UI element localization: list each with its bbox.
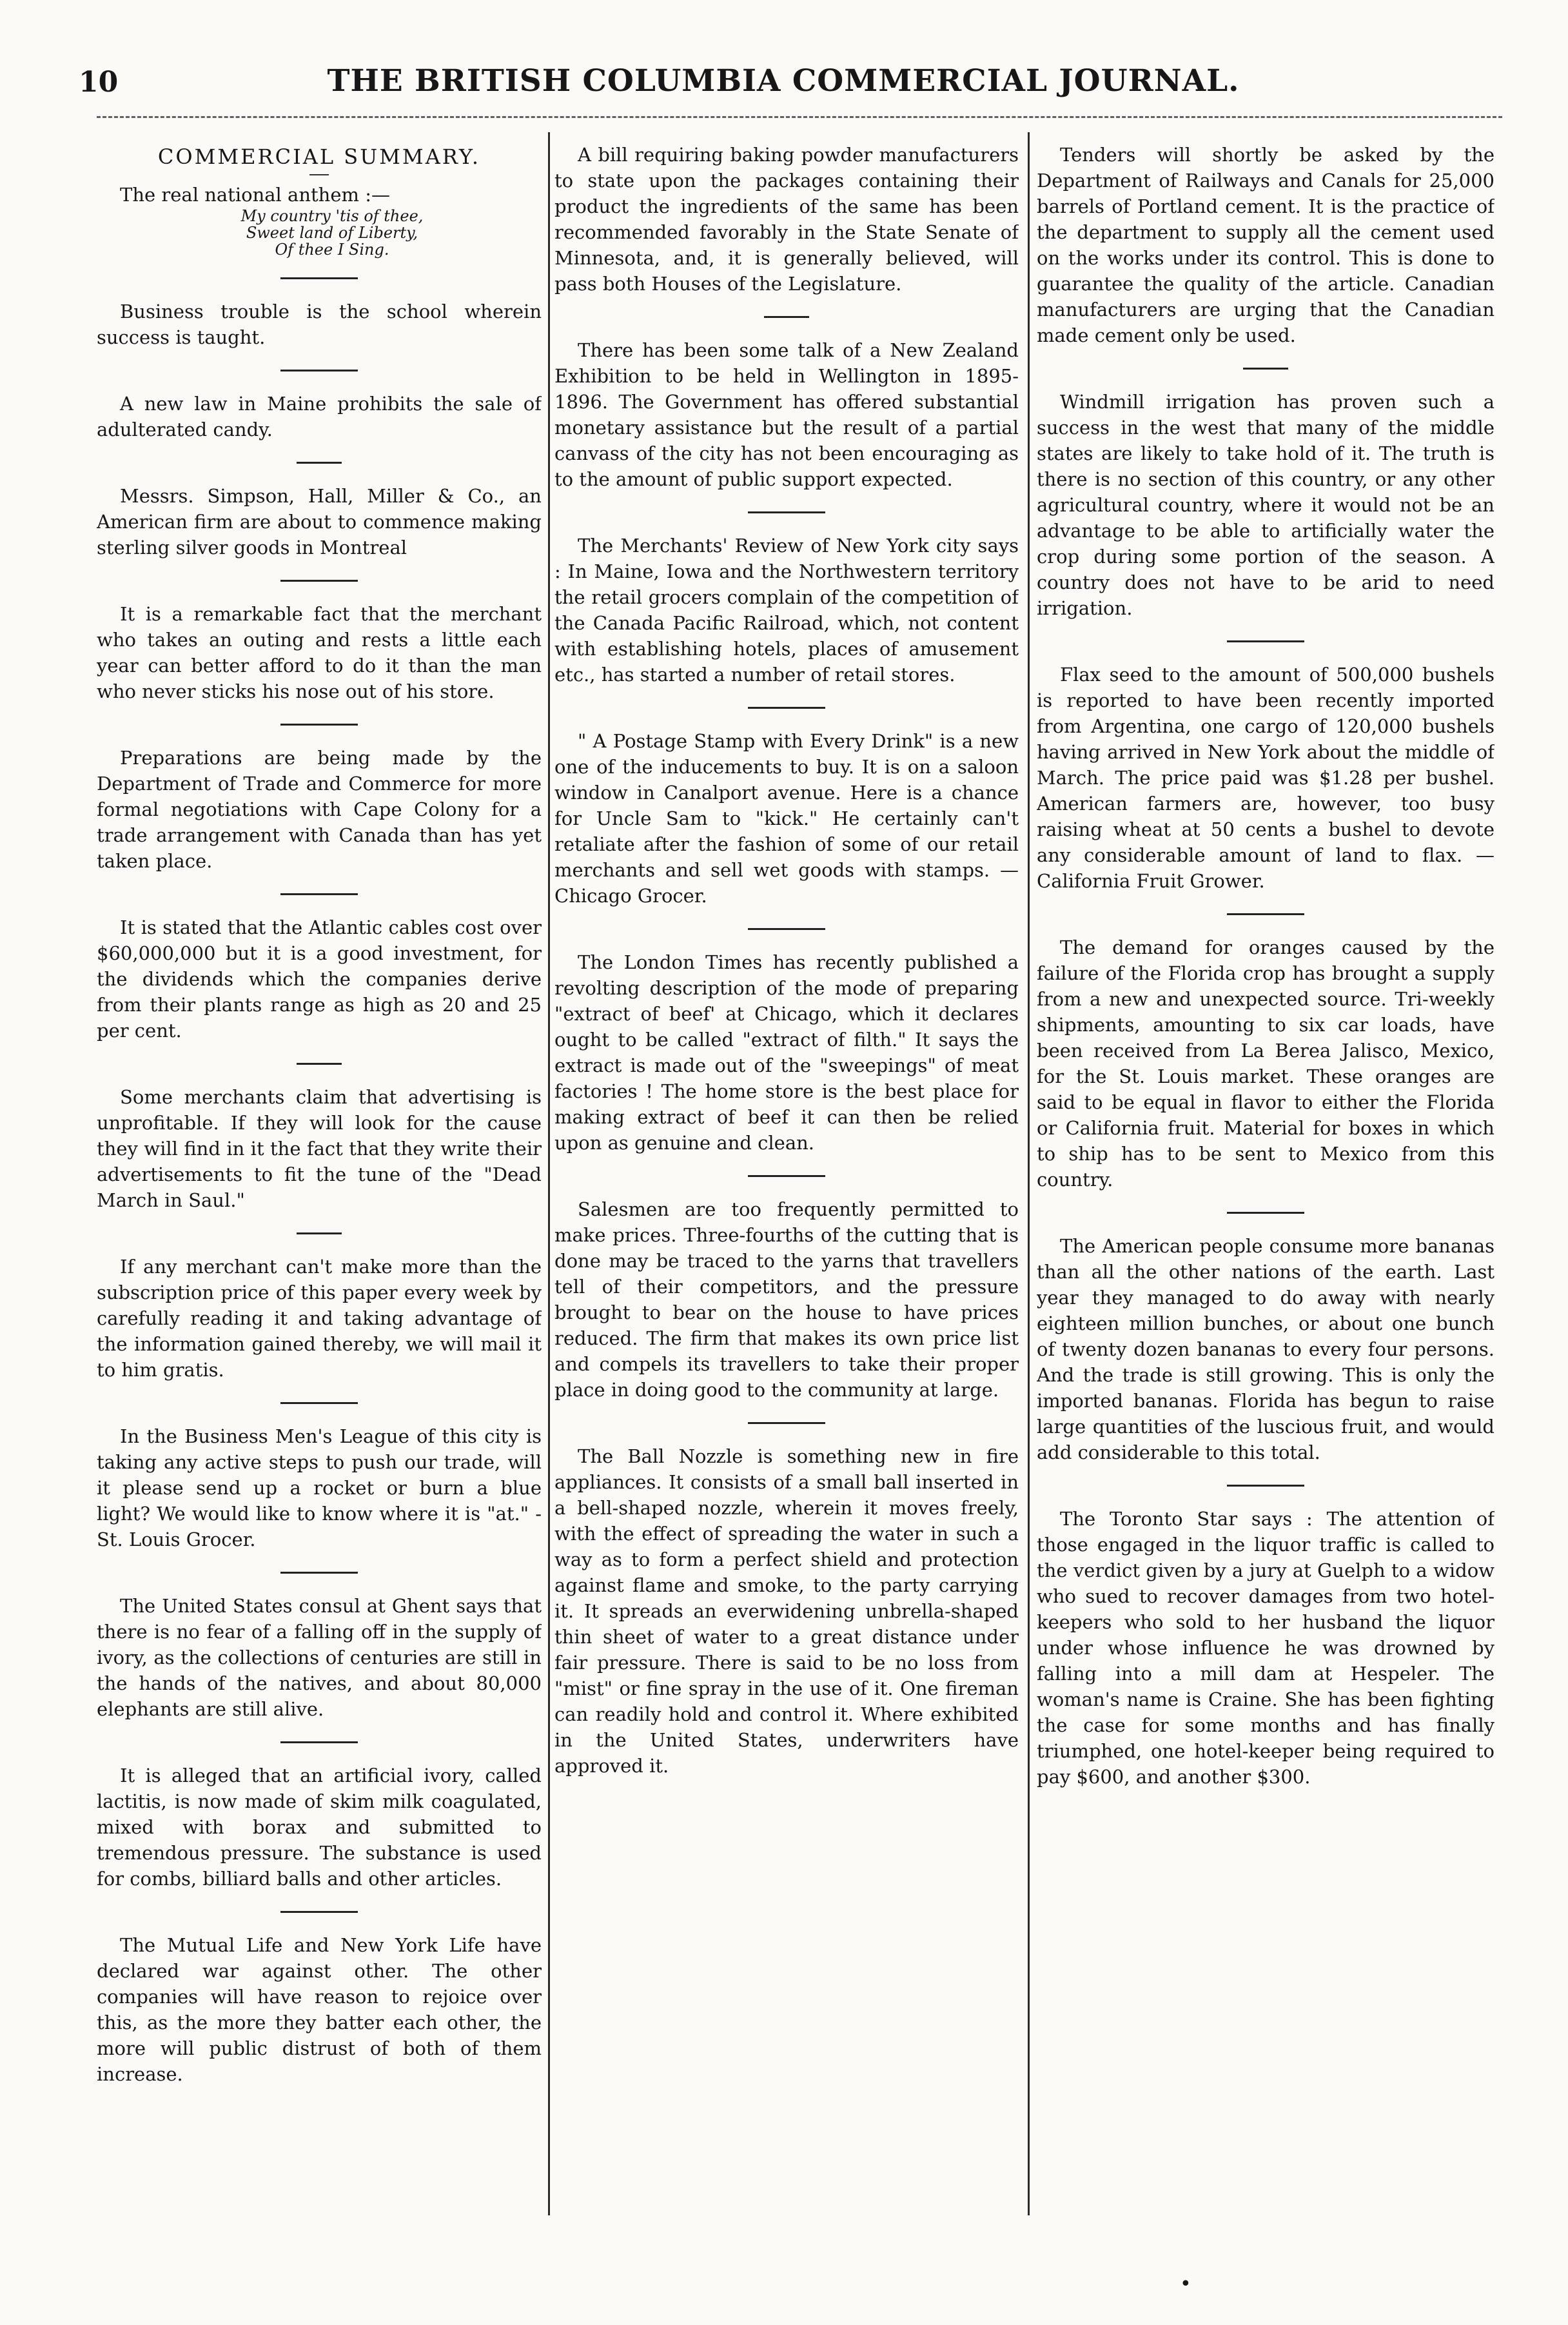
column-2 (554, 142, 1019, 2231)
article-life-insurance: The Mutual Life and New York Life have declared war against other. The other companies will have reason to rejoice over this, as the more they batter each other, the more will public distrust of both of them increase. (97, 1934, 542, 2085)
verse-line: Sweet land of Liberty, (246, 224, 418, 242)
column-1 (97, 142, 542, 2231)
column-divider-2 (1028, 132, 1030, 2215)
verse-line: Of thee I Sing. (275, 241, 389, 259)
article-merchants-review: The Merchants' Review of New York city says : In Maine, Iowa and the Northwestern territory the retail grocers complain of the competition of the Canada Pacific Railroad, which, not content with establishing hotels, places of amusement etc., has started a number of retail stores. (554, 535, 1019, 686)
article-separator (280, 277, 358, 279)
article-windmill-irrigation: Windmill irrigation has proven such a success in the west that many of the middle states are likely to take hold of it. The truth is there is no section of this country, or any other agricultural country, where it would not be an advantage to be able to artificially water the crop during some portion of the season. A country does not have to be arid to need irrigation. (1037, 391, 1494, 619)
article-separator (748, 511, 825, 513)
article-maine-candy: A new law in Maine prohibits the sale of adulterated candy. (97, 393, 542, 440)
article-ball-nozzle: The Ball Nozzle is something new in fire appliances. It consists of a small ball inserted in a bell-shaped nozzle, wherein it moves freely, with the effect of spreading the water in such a way as to form a perfect shield and protection against flame and smoke, to the party carrying it. It spreads an everwidening unbrella-shaped thin sheet of water to a great distance under fair pressure. There is said to be no loss from "mist" or fine spray in the use of it. One fireman can readily hold and control it. Where exhibited in the United States, underwriters have approved it. (554, 1445, 1019, 1777)
article-separator (280, 1572, 358, 1574)
article-anthem: The real national anthem :— (120, 184, 390, 206)
article-separator (1227, 913, 1304, 915)
article-advertising: Some merchants claim that advertising is unprofitable. If they will look for the cause they will find in it the fact that they write their advertisements to fit the tune of the "Dead March in Saul." (97, 1086, 542, 1211)
article-separator (748, 1175, 825, 1177)
article-separator (297, 462, 342, 464)
article-separator (280, 370, 358, 371)
article-merchant-outing: It is a remarkable fact that the merchant who takes an outing and rests a little each year can better afford to do it than the man who never sticks his nose out of his store. (97, 603, 542, 702)
article-subscription: If any merchant can't make more than the subscription price of this paper every week by carefully reading it and taking advantage of the information gained thereby, we will mail it to him gratis. (97, 1256, 542, 1381)
article-artificial-ivory: It is alleged that an artificial ivory, called lactitis, is now made of skim milk coagulated, mixed with borax and submitted to tremendous pressure. The substance is used for combs, billiard balls and other articles. (97, 1765, 542, 1890)
article-separator (748, 1422, 825, 1424)
article-separator (280, 724, 358, 726)
article-oranges: The demand for oranges caused by the failure of the Florida crop has brought a supply from a new and unexpected source. Tri-weekly shipments, amounting to six car loads, have been received from La Berea Jalisco, Mexico, for the St. Louis market. These oranges are said to be equal in flavor to either the Florida or California fruit. Material for boxes in which to ship has to be sent to Mexico from this country. (1037, 936, 1494, 1191)
article-cape-colony: Preparations are being made by the Department of Trade and Commerce for more formal negotiations with Cape Colony for a trade arrangement with Canada than has yet taken place. (97, 747, 542, 872)
article-bananas: The American people consume more bananas than all the other nations of the earth. Last year they managed to do away with nearly eighteen million bunches, or about one bunch of twenty dozen bananas to every four persons. And the trade is still growing. This is only the imported bananas. Florida has begun to raise large quantities of the luscious fruit, and would add considerable to this total. (1037, 1235, 1494, 1463)
article-separator (1243, 368, 1288, 370)
header-rule (97, 116, 1502, 118)
article-separator (280, 1911, 358, 1913)
verse-line: My country 'tis of thee, (240, 207, 424, 225)
article-toronto-star: The Toronto Star says : The attention of those engaged in the liquor traffic is called to the verdict given by a jury at Guelph to a widow who sued to recover damages from two hotel-keepers who sold to her husband the liquor under whose influence he was drowned by falling into a mill dam at Hespeler. The woman's name is Craine. She has been fighting the case for some months and has finally triumphed, one hotel-keeper being required to pay $600, and another $300. (1037, 1508, 1494, 1788)
article-silver-goods: Messrs. Simpson, Hall, Miller & Co., an American firm are about to commence making sterling silver goods in Montreal (97, 485, 542, 559)
article-separator (297, 1063, 342, 1065)
article-separator (1227, 640, 1304, 642)
article-separator (280, 1741, 358, 1743)
article-business-league: In the Business Men's League of this city is taking any active steps to push our trade, will it please send up a rocket or burn a blue light? We would like to know where it is "at." - St. Louis Grocer. (97, 1425, 542, 1550)
anthem-verse (97, 208, 542, 258)
page-number: 10 (79, 66, 119, 99)
article-salesmen: Salesmen are too frequently permitted to make prices. Three-fourths of the cutting that is done may be traced to the yarns that travellers tell of their competitors, and the pressure brought to bear on the house to have prices reduced. The firm that makes its own price list and compels its travellers to take their proper place in doing good to the community at large. (554, 1198, 1019, 1401)
article-separator (297, 1232, 342, 1234)
article-separator (748, 707, 825, 709)
page-header (58, 63, 1509, 108)
article-separator (1227, 1485, 1304, 1487)
article-separator (280, 1402, 358, 1404)
column-divider-1 (548, 132, 550, 2215)
article-portland-cement: Tenders will shortly be asked by the Department of Railways and Canals for 25,000 barrels of Portland cement. It is the practice of the department to supply all the cement used on the works under its control. This is done to guarantee the quality of the article. Canadian manufacturers are urging that the Canadian made cement only be used. (1037, 144, 1494, 346)
article-ivory-supply: The United States consul at Ghent says that there is no fear of a falling off in the supply of ivory, as the collections of centuries are still in the hands of the natives, and about 80,000 elephants are still alive. (97, 1595, 542, 1720)
article-atlantic-cables: It is stated that the Atlantic cables cost over $60,000,000 but it is a good investment, for the dividends which the companies derive from their plants range as high as 20 and 25 per cent. (97, 916, 542, 1042)
article-baking-powder: A bill requiring baking powder manufacturers to state upon the packages containing their product the ingredients of the same has been recommended favorably in the State Senate of Minnesota, and, it is generally believed, will pass both Houses of the Legislature. (554, 144, 1019, 295)
column-3 (1037, 142, 1494, 2231)
article-separator (280, 580, 358, 582)
article-postage-stamp: " A Postage Stamp with Every Drink" is a new one of the inducements to buy. It is on a saloon window in Canalport avenue. Here is a chance for Uncle Sam to "kick." He certainly can't retaliate after the fashion of some of our retail merchants and sell wet goods with stamps. —Chicago Grocer. (554, 730, 1019, 907)
article-new-zealand: There has been some talk of a New Zealand Exhibition to be held in Wellington in 1895-1896. The Government has offered substantial monetary assistance but the result of a partial canvass of the city has not been encouraging as to the amount of public support expected. (554, 339, 1019, 490)
short-dash (309, 174, 329, 175)
running-title: THE BRITISH COLUMBIA COMMERCIAL JOURNAL. (327, 63, 1240, 99)
article-separator (764, 316, 809, 318)
article-separator (748, 928, 825, 930)
article-london-times: The London Times has recently published a revolting description of the mode of preparing "extract of beef' at Chicago, which it declares ought to be called "extract of filth." It says the extract is made out of the "sweepings" of meat factories ! The home store is the best place for making extract of beef it can then be relied upon as genuine and clean. (554, 951, 1019, 1154)
article-business-trouble: Business trouble is the school wherein success is taught. (97, 301, 542, 348)
article-flax-seed: Flax seed to the amount of 500,000 bushels is reported to have been recently imported from Argentina, one cargo of 120,000 bushels having arrived in New York about the middle of March. The price paid was $1.28 per bushel. American farmers are, however, too busy raising wheat at 50 cents a bushel to devote any considerable amount of land to flax. —California Fruit Grower. (1037, 664, 1494, 892)
column-heading: COMMERCIAL SUMMARY. (157, 144, 481, 169)
footer-mark: • (1180, 2273, 1191, 2295)
article-separator (1227, 1212, 1304, 1214)
article-separator (280, 893, 358, 895)
